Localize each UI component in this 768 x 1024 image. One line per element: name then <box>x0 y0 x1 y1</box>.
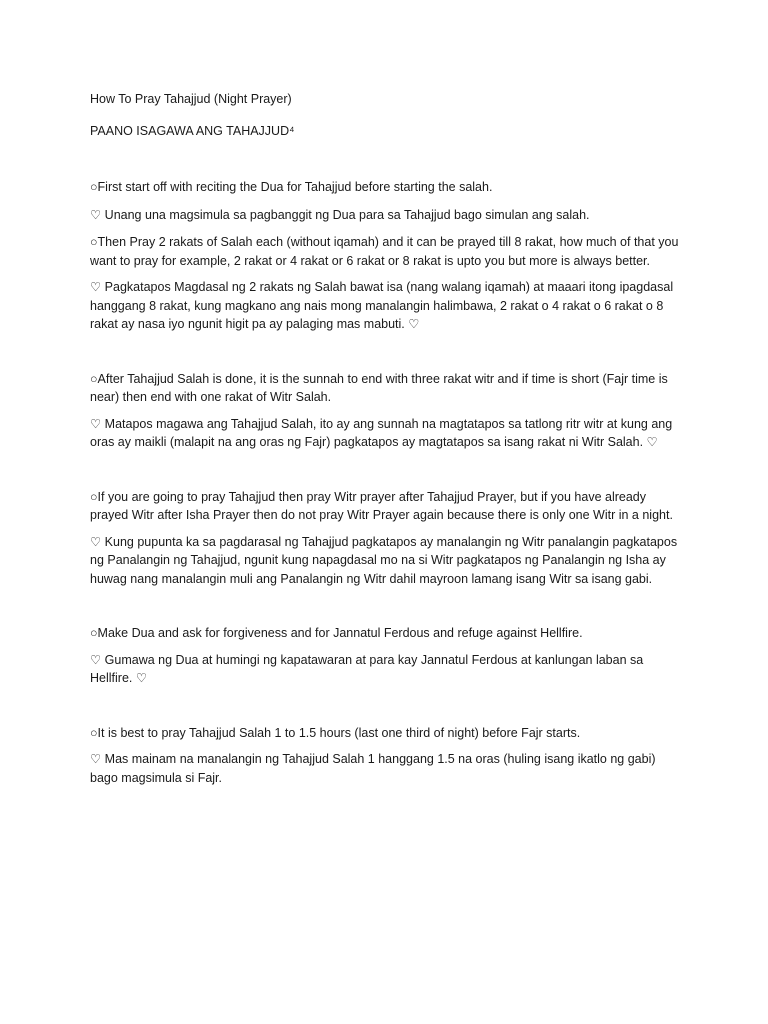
document-title: How To Pray Tahajjud (Night Prayer) <box>90 92 292 106</box>
document-subtitle: PAANO ISAGAWA ANG TAHAJJUD⁴ <box>90 123 295 138</box>
step-6-english: ○It is best to pray Tahajjud Salah 1 to 1.5 hours (last one third of night) before Fajr starts. <box>90 725 581 740</box>
step-2-english: ○Then Pray 2 rakats of Salah each (without iqamah) and it can be prayed till 8 rakat, how much of that you want to pray for example, 2 rakat or 4 rakat or 6 rakat or 8 rakat is upto you but more is always better. <box>90 235 679 268</box>
step-3-tagalog: ♡ Matapos magawa ang Tahajjud Salah, ito ay ang sunnah na magtatapos sa tatlong ritr witr at kung ang oras ay maikli (malapit na ang oras ng Fajr) pagkatapos ay magtatapos sa isang rakat ni Witr Salah. ♡ <box>90 416 673 449</box>
step-6-tagalog: ♡ Mas mainam na manalangin ng Tahajjud Salah 1 hanggang 1.5 na oras (huling isang ikatlo ng gabi) bago magsimula si Fajr. <box>90 752 656 785</box>
step-1-tagalog: ♡ Unang una magsimula sa pagbanggit ng Dua para sa Tahajjud bago simulan ang salah. <box>90 207 590 222</box>
step-4-english: ○If you are going to pray Tahajjud then pray Witr prayer after Tahajjud Prayer, but if you have already prayed Witr after Isha Prayer then do not pray Witr Prayer again because there is only one Witr in a night. <box>90 489 673 522</box>
step-5-tagalog: ♡ Gumawa ng Dua at humingi ng kapatawaran at para kay Jannatul Ferdous at kanlungan laban sa Hellfire. ♡ <box>90 652 644 685</box>
document-page <box>90 90 680 787</box>
step-5-english: ○Make Dua and ask for forgiveness and for Jannatul Ferdous and refuge against Hellfire. <box>90 626 583 640</box>
step-2-tagalog: ♡ Pagkatapos Magdasal ng 2 rakats ng Salah bawat isa (nang walang iqamah) at maaari itong ipagdasal hanggang 8 rakat, kung magkano ang nais mong manalangin halimbawa, 2 rakat o 4 rakat o 6 rakat o 8 rakat ay nasa iyo ngunit higit pa ay palaging mas mabuti. ♡ <box>90 280 674 331</box>
step-1-english: ○First start off with reciting the Dua for Tahajjud before starting the salah. <box>90 180 493 194</box>
step-4-tagalog: ♡ Kung pupunta ka sa pagdarasal ng Tahajjud pagkatapos ay manalangin ng Witr panalangin pagkatapos ng Panalangin ng Tahajjud, ngunit kung napagdasal mo na si Witr pagkatapos ng Panalangin ng Isha ay huwag nang manalangin muli ang Panalangin ng Witr dahil mayroon lamang isang Witr sa isang gabi. <box>90 534 678 586</box>
step-3-english: ○After Tahajjud Salah is done, it is the sunnah to end with three rakat witr and if time is short (Fajr time is near) then end with one rakat of Witr Salah. <box>90 371 668 404</box>
